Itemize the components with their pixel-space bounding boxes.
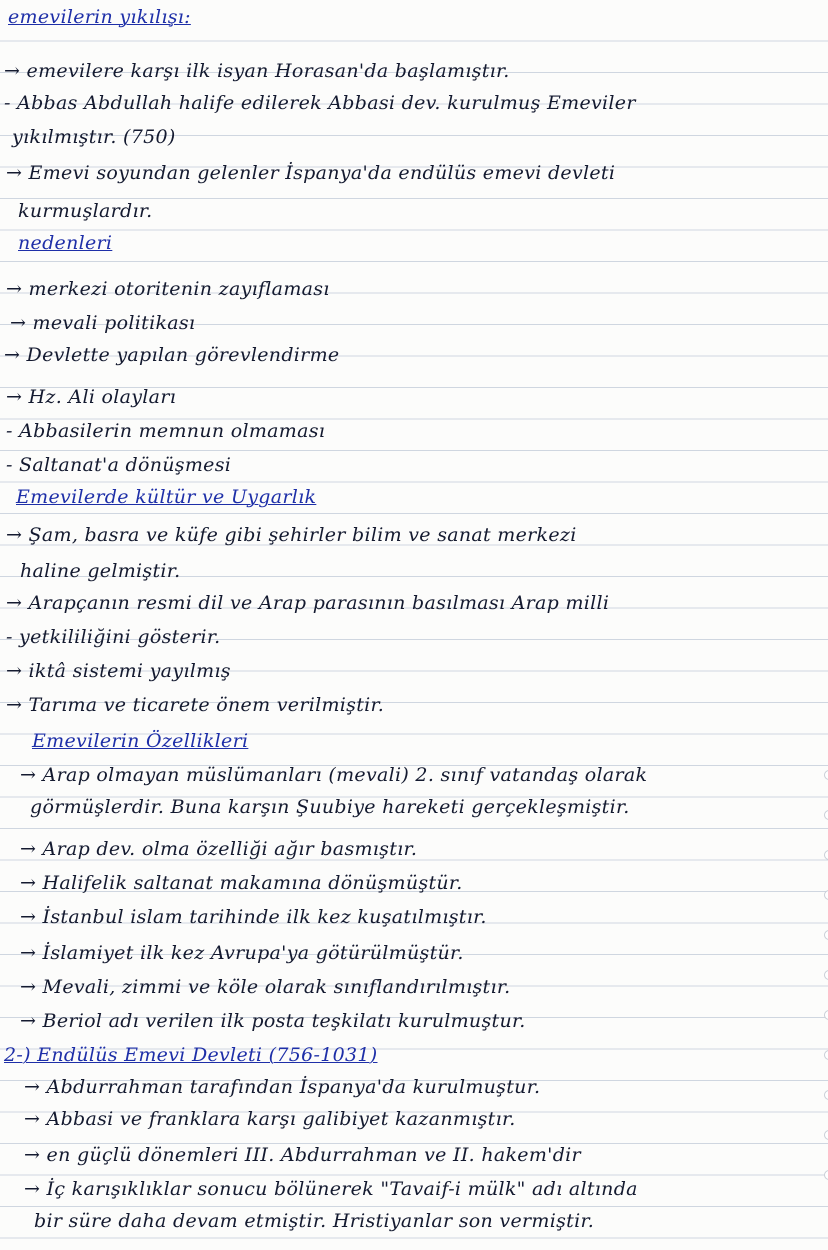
note-line: haline gelmiştir. — [20, 560, 181, 582]
heading-endulus-emevi-devleti: 2-) Endülüs Emevi Devleti (756-1031) — [4, 1044, 378, 1066]
binder-hole-icon — [824, 1130, 828, 1140]
note-line: kurmuşlardır. — [18, 200, 153, 222]
binder-hole-icon — [824, 890, 828, 900]
note-line: → Abbasi ve franklara karşı galibiyet kazanmıştır. — [24, 1108, 516, 1130]
note-line: → Devlette yapılan görevlendirme — [4, 344, 340, 366]
binder-hole-icon — [824, 1010, 828, 1020]
note-line: → iktâ sistemi yayılmış — [6, 660, 231, 682]
binder-hole-icon — [824, 770, 828, 780]
note-line: → Şam, basra ve küfe gibi şehirler bilim ve sanat merkezi — [6, 524, 577, 546]
note-line: → Emevi soyundan gelenler İspanya'da endülüs emevi devleti — [6, 162, 616, 184]
note-line: → Halifelik saltanat makamına dönüşmüştür. — [20, 872, 463, 894]
heading-ozellikleri: Emevilerin Özellikleri — [32, 730, 249, 752]
note-line: → en güçlü dönemleri III. Abdurrahman ve II. hakem'dir — [24, 1144, 581, 1166]
binder-hole-icon — [824, 930, 828, 940]
note-line: → İç karışıklıklar sonucu bölünerek "Tavaif-i mülk" adı altında — [24, 1178, 638, 1200]
note-line: yıkılmıştır. (750) — [12, 126, 176, 148]
binder-hole-icon — [824, 850, 828, 860]
note-line: - Abbas Abdullah halife edilerek Abbasi dev. kurulmuş Emeviler — [4, 92, 636, 114]
binder-hole-icon — [824, 810, 828, 820]
note-line: → emevilere karşı ilk isyan Horasan'da başlamıştır. — [4, 60, 510, 82]
note-line: → Mevali, zimmi ve köle olarak sınıflandırılmıştır. — [20, 976, 511, 998]
note-line: → Arap olmayan müslümanları (mevali) 2. sınıf vatandaş olarak — [20, 764, 648, 786]
note-line: → mevali politikası — [10, 312, 196, 334]
note-line: → merkezi otoritenin zayıflaması — [6, 278, 330, 300]
note-line: bir süre daha devam etmiştir. Hristiyanlar son vermiştir. — [34, 1210, 595, 1232]
note-line: - yetkililiğini gösterir. — [6, 626, 221, 648]
note-line: → Arapçanın resmi dil ve Arap parasının basılması Arap milli — [6, 592, 610, 614]
note-line: → Tarıma ve ticarete önem verilmiştir. — [6, 694, 385, 716]
note-line: → İstanbul islam tarihinde ilk kez kuşatılmıştır. — [20, 906, 487, 928]
note-line: - Abbasilerin memnun olmaması — [6, 420, 326, 442]
note-line: → Beriol adı verilen ilk posta teşkilatı kurulmuştur. — [20, 1010, 526, 1032]
note-line: görmüşlerdir. Buna karşın Şuubiye hareketi gerçekleşmiştir. — [30, 796, 630, 818]
note-line: → Abdurrahman tarafından İspanya'da kurulmuştur. — [24, 1076, 541, 1098]
heading-kultur-ve-uygarlik: Emevilerde kültür ve Uygarlık — [16, 486, 317, 508]
binder-hole-icon — [824, 1170, 828, 1180]
note-line: → Hz. Ali olayları — [6, 386, 177, 408]
heading-emevilerin-yikilisi: emevilerin yıkılışı: — [8, 6, 191, 28]
note-line: → İslamiyet ilk kez Avrupa'ya götürülmüştür. — [20, 942, 464, 964]
note-line: → Arap dev. olma özelliği ağır basmıştır. — [20, 838, 418, 860]
heading-nedenleri: nedenleri — [18, 232, 113, 254]
binder-hole-icon — [824, 970, 828, 980]
binder-hole-icon — [824, 1050, 828, 1060]
binder-hole-icon — [824, 1090, 828, 1100]
note-line: - Saltanat'a dönüşmesi — [6, 454, 232, 476]
